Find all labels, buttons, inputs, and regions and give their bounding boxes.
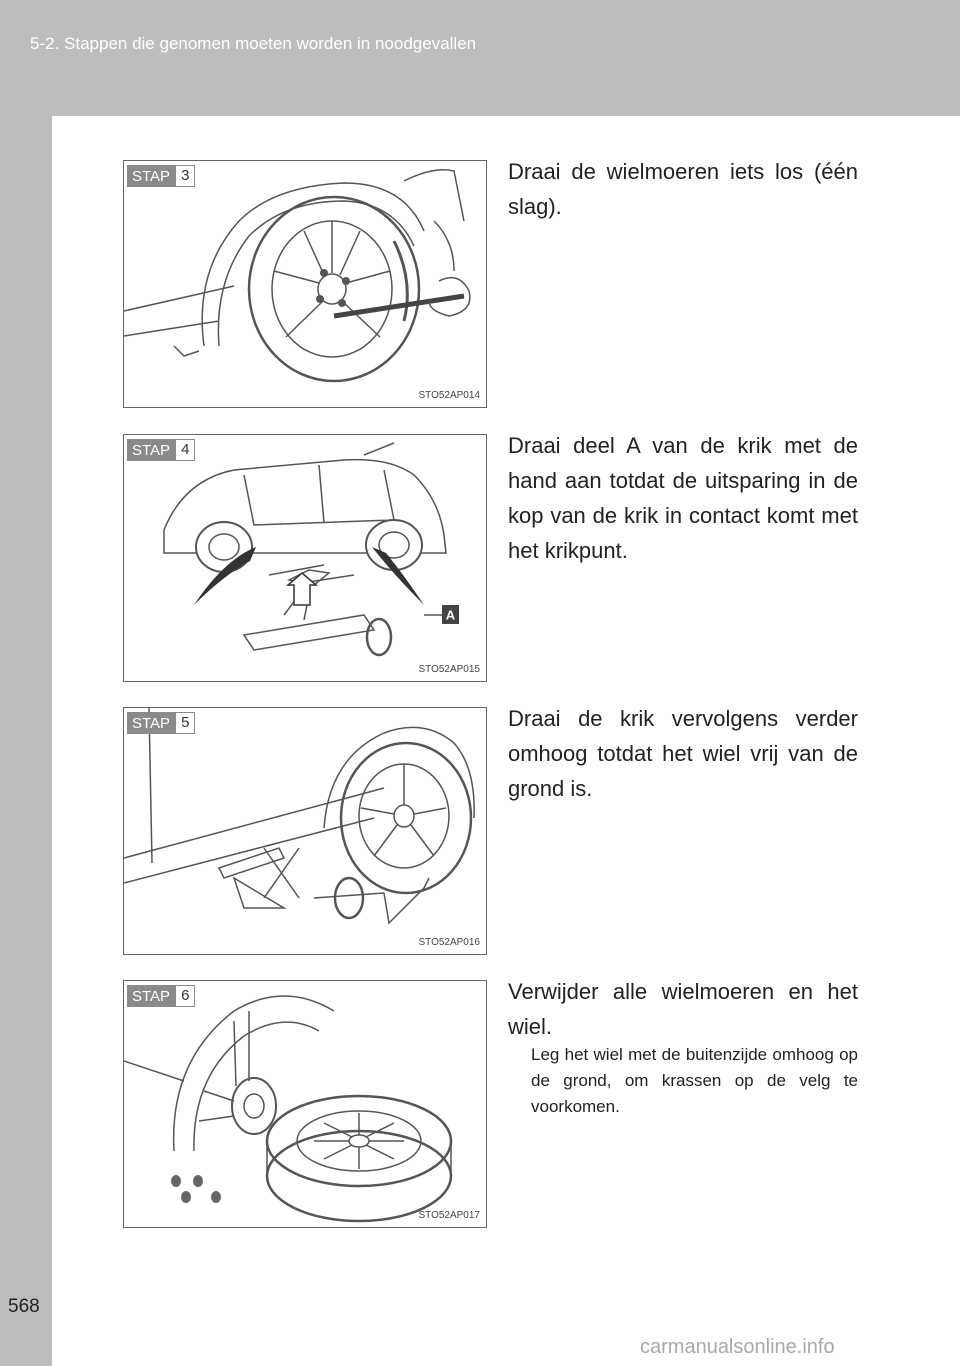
header-bar — [0, 0, 960, 116]
step-badge-number: 3 — [175, 165, 195, 187]
step-instruction: Draai deel A van de krik met de hand aan totdat de uitsparing in de kop van de krik in contact komt met het krikpunt. — [508, 433, 858, 563]
side-strip — [0, 116, 52, 1366]
watermark: carmanualsonline.info — [640, 1336, 835, 1358]
step-badge-number: 6 — [175, 985, 195, 1007]
remove-wheel-illustration — [124, 981, 487, 1228]
step-instruction: Draai de wielmoeren iets los (één slag). — [508, 159, 858, 219]
step-badge-label: STAP — [127, 165, 175, 187]
figure-code: STO52AP014 — [418, 390, 480, 401]
step-6-illustration — [123, 980, 487, 1228]
section-title: 5-2. Stappen die genomen moeten worden in noodgevallen — [30, 34, 477, 53]
step-4-illustration — [123, 434, 487, 682]
step-badge — [127, 439, 195, 461]
step-3-illustration — [123, 160, 487, 408]
step-instruction: Verwijder alle wielmoeren en het wiel. — [508, 979, 858, 1039]
figure-code: STO52AP017 — [418, 1210, 480, 1221]
step-badge — [127, 985, 195, 1007]
part-a-label: A — [445, 607, 456, 623]
step-badge-label: STAP — [127, 439, 175, 461]
figure-code: STO52AP015 — [418, 664, 480, 675]
step-5-illustration — [123, 707, 487, 955]
step-note: Leg het wiel met de buitenzijde omhoog op de grond, om krassen op de velg te voorkomen. — [531, 1045, 858, 1116]
step-badge-label: STAP — [127, 985, 175, 1007]
loosen-wheel-nuts-illustration — [124, 161, 487, 408]
figure-code: STO52AP016 — [418, 937, 480, 948]
step-instruction: Draai de krik vervolgens verder omhoog totdat het wiel vrij van de grond is. — [508, 706, 858, 801]
raise-jack-illustration — [124, 708, 487, 955]
page-number: 568 — [8, 1296, 40, 1317]
step-badge-number: 5 — [175, 712, 195, 734]
step-badge — [127, 712, 195, 734]
jack-positioning-illustration — [124, 435, 487, 682]
step-badge-number: 4 — [175, 439, 195, 461]
step-badge — [127, 165, 195, 187]
step-badge-label: STAP — [127, 712, 175, 734]
